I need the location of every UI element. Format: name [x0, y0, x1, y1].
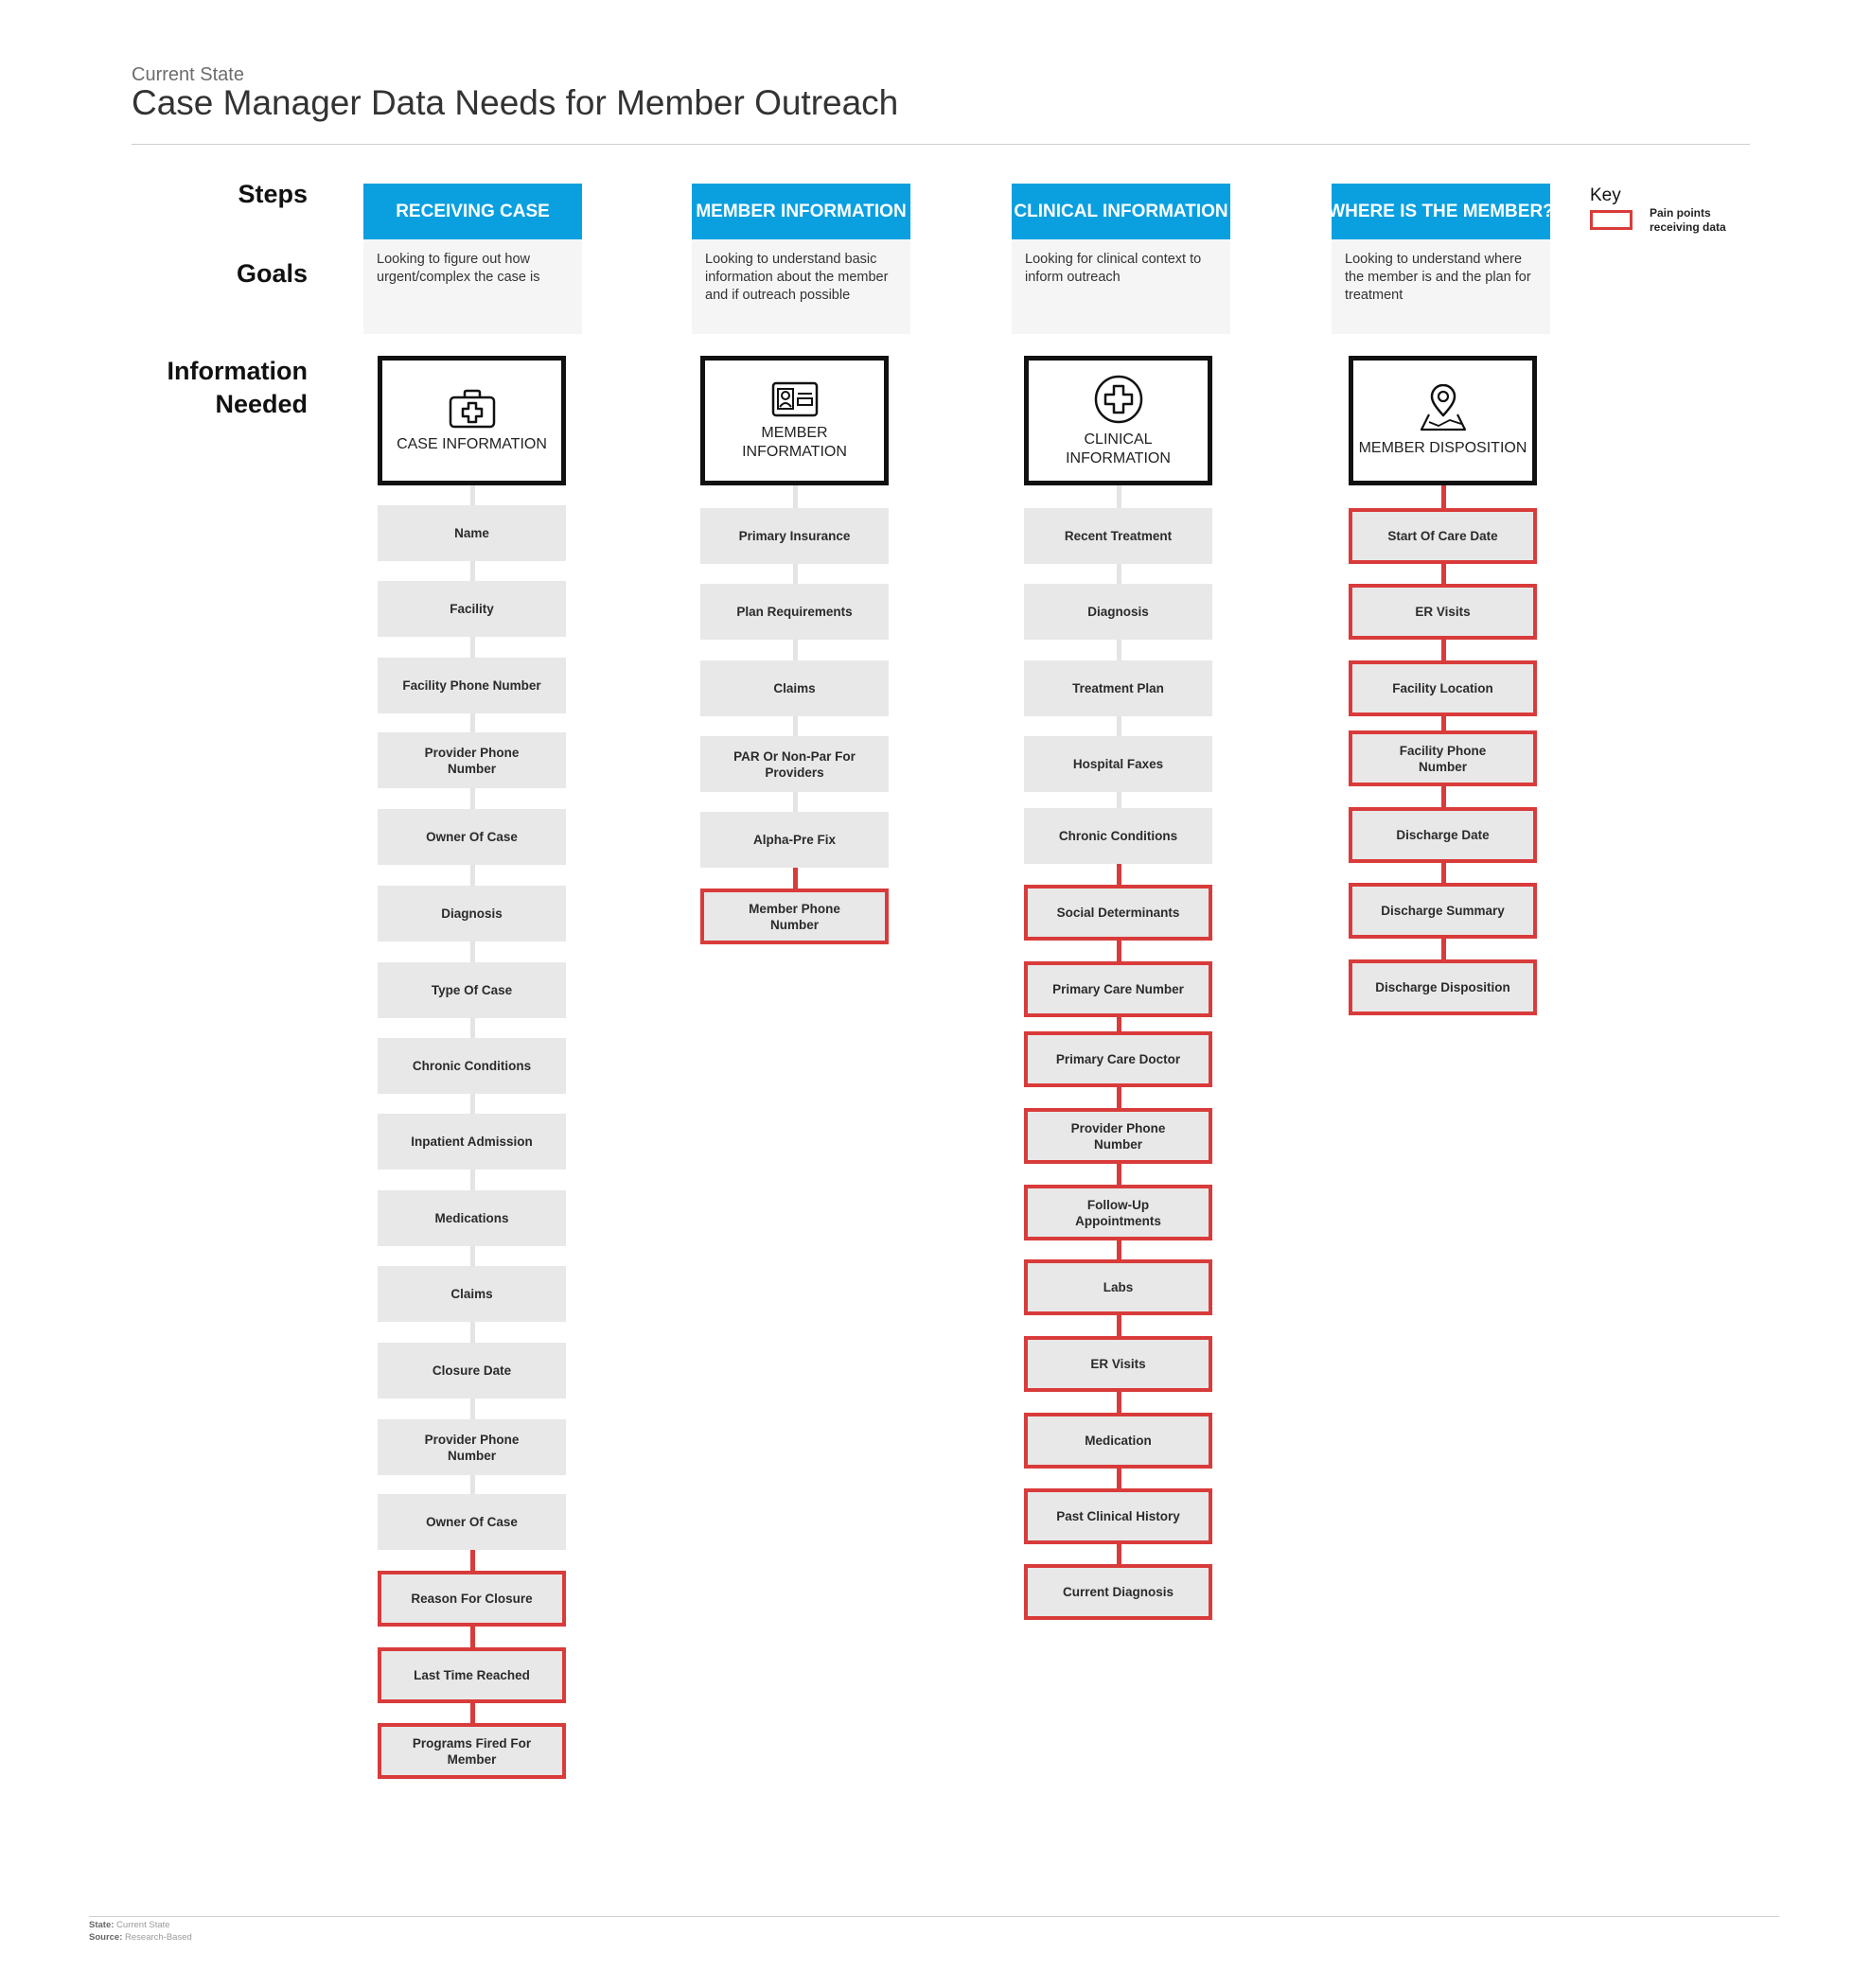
connector-line	[470, 1550, 475, 1571]
item-label: Inpatient Admission	[411, 1135, 533, 1149]
item-label: Provider Phone Number	[1070, 1120, 1166, 1152]
info-item	[378, 1266, 566, 1322]
item-label: Diagnosis	[441, 906, 503, 921]
item-label: Primary Insurance	[738, 529, 851, 543]
footer-state	[89, 1920, 170, 1930]
connector-line	[1117, 716, 1121, 736]
map-pin-icon	[1418, 384, 1469, 433]
item-label: Start Of Care Date	[1387, 529, 1498, 543]
goals-row-label: Goals	[236, 259, 308, 288]
info-item	[378, 1419, 566, 1475]
item-label: Discharge Disposition	[1375, 980, 1510, 994]
connector-line	[1117, 941, 1121, 961]
clinical-information-box	[1024, 356, 1212, 485]
info-item	[700, 736, 889, 792]
info-item	[700, 508, 889, 564]
info-item	[700, 660, 889, 716]
pain-point-item	[1349, 730, 1537, 786]
page-subtitle: Current State	[132, 64, 244, 85]
information-needed-label-line1: Information	[167, 357, 308, 385]
item-label: Closure Date	[432, 1363, 512, 1378]
item-label: Chronic Conditions	[412, 1059, 532, 1073]
connector-line	[470, 637, 475, 658]
medical-kit-icon	[448, 388, 497, 430]
item-label: Programs Fired For Member	[412, 1735, 532, 1767]
key-title: Key	[1590, 185, 1621, 205]
connector-line	[470, 788, 475, 809]
connector-line	[470, 1627, 475, 1647]
connector-line	[793, 640, 798, 660]
pain-point-item	[1349, 959, 1537, 1015]
connector-line	[1117, 1469, 1121, 1488]
connector-line	[793, 564, 798, 584]
item-label: Discharge Summary	[1381, 904, 1505, 918]
connector-line	[470, 713, 475, 732]
pain-point-item	[1349, 883, 1537, 939]
info-item	[378, 1343, 566, 1399]
connector-line	[470, 484, 475, 505]
connector-line	[1117, 564, 1121, 584]
info-item	[378, 658, 566, 713]
pain-point-item	[1024, 1031, 1212, 1087]
info-item	[1024, 736, 1212, 792]
case-information-label: CASE INFORMATION	[397, 435, 547, 452]
item-label: Current Diagnosis	[1062, 1585, 1174, 1599]
connector-line	[1441, 716, 1446, 730]
step-header-receiving-case: RECEIVING CASE	[363, 184, 582, 239]
connector-line	[793, 484, 798, 508]
information-needed-label-line2: Needed	[215, 390, 308, 418]
item-label: Claims	[773, 681, 816, 695]
connector-line	[1117, 1087, 1121, 1108]
info-item	[378, 1494, 566, 1550]
pain-point-item	[1349, 508, 1537, 564]
member-information-box	[700, 356, 889, 485]
goal-clinical-information: Looking for clinical context to inform outreach	[1012, 239, 1230, 334]
item-label: Facility Phone Number	[1399, 743, 1487, 774]
footer-divider	[89, 1916, 1779, 1917]
item-label: Owner Of Case	[426, 830, 518, 844]
goal-where-is-the-member: Looking to understand where the member is and the plan for treatment	[1332, 239, 1550, 334]
info-item	[1024, 808, 1212, 864]
info-item	[378, 732, 566, 788]
connector-line	[1117, 792, 1121, 808]
connector-line	[470, 1475, 475, 1494]
connector-line	[1441, 484, 1446, 508]
pain-point-item	[1024, 1185, 1212, 1240]
connector-line	[470, 1170, 475, 1190]
pain-point-item	[1349, 660, 1537, 716]
item-label: ER Visits	[1090, 1357, 1146, 1371]
pain-point-item	[1024, 961, 1212, 1017]
item-label: Plan Requirements	[736, 605, 853, 619]
item-label: Labs	[1103, 1280, 1134, 1294]
pain-point-item	[1024, 885, 1212, 941]
item-label: ER Visits	[1415, 605, 1471, 619]
item-label: Diagnosis	[1087, 605, 1149, 619]
connector-line	[793, 716, 798, 736]
item-label: Treatment Plan	[1072, 681, 1164, 695]
pain-point-item	[1024, 1108, 1212, 1164]
connector-line	[1441, 640, 1446, 660]
goal-member-information: Looking to understand basic information about the member and if outreach possible	[692, 239, 910, 334]
key-pain-point-text: Pain points receiving data	[1650, 206, 1726, 234]
item-label: Claims	[450, 1287, 493, 1301]
connector-line	[1117, 1240, 1121, 1259]
info-item	[378, 505, 566, 561]
connector-line	[470, 1094, 475, 1114]
step-header-member-information: MEMBER INFORMATION	[692, 184, 910, 239]
connector-line	[793, 868, 798, 888]
item-label: Primary Care Number	[1052, 982, 1184, 996]
item-label: Facility Phone Number	[402, 678, 541, 693]
info-item	[1024, 508, 1212, 564]
connector-line	[1441, 939, 1446, 959]
item-label: Provider Phone Number	[424, 745, 520, 776]
step-header-clinical-information: CLINICAL INFORMATION	[1012, 184, 1230, 239]
member-disposition-label: MEMBER DISPOSITION	[1358, 439, 1527, 456]
pain-point-item	[1349, 584, 1537, 640]
pain-point-item	[378, 1723, 566, 1779]
key-pain-point-swatch	[1590, 210, 1633, 230]
step-header-where-is-the-member: WHERE IS THE MEMBER?	[1332, 184, 1550, 239]
item-label: Social Determinants	[1056, 906, 1180, 920]
item-label: Owner Of Case	[426, 1515, 518, 1529]
pain-point-item	[1024, 1259, 1212, 1315]
item-label: Hospital Faxes	[1072, 757, 1164, 771]
item-label: Chronic Conditions	[1058, 829, 1178, 843]
item-label: Provider Phone Number	[424, 1432, 520, 1463]
footer-state-label: State:	[89, 1920, 115, 1930]
footer-source-value: Research-Based	[125, 1932, 192, 1943]
info-item	[378, 886, 566, 941]
steps-row-label: Steps	[238, 180, 308, 208]
pain-point-item	[1349, 807, 1537, 863]
item-label: Primary Care Doctor	[1055, 1052, 1181, 1066]
pain-point-item	[700, 888, 889, 944]
info-item	[378, 1038, 566, 1094]
item-label: Facility Location	[1392, 681, 1493, 695]
connector-line	[470, 1399, 475, 1419]
connector-line	[1117, 1164, 1121, 1185]
pain-point-item	[378, 1647, 566, 1703]
info-item	[700, 812, 889, 868]
connector-line	[1441, 564, 1446, 584]
clinical-information-label: CLINICAL INFORMATION	[1066, 431, 1171, 466]
item-label: Facility	[450, 602, 494, 616]
connector-line	[470, 1322, 475, 1343]
connector-line	[470, 941, 475, 962]
connector-line	[470, 561, 475, 581]
info-item	[378, 1190, 566, 1246]
info-item	[378, 809, 566, 865]
item-label: Member Phone Number	[749, 901, 840, 932]
pain-point-item	[1024, 1564, 1212, 1620]
pain-point-item	[1024, 1413, 1212, 1469]
info-item	[378, 962, 566, 1018]
pain-point-item	[1024, 1336, 1212, 1392]
item-label: Reason For Closure	[411, 1592, 533, 1606]
item-label: Medications	[434, 1211, 509, 1225]
connector-line	[1117, 484, 1121, 508]
id-card-icon	[770, 380, 820, 418]
info-item	[1024, 660, 1212, 716]
case-information-box	[378, 356, 566, 485]
connector-line	[470, 1018, 475, 1038]
page-title: Case Manager Data Needs for Member Outreach	[132, 83, 899, 122]
title-divider	[132, 144, 1750, 145]
connector-line	[1117, 1544, 1121, 1564]
connector-line	[470, 1246, 475, 1266]
goal-receiving-case: Looking to figure out how urgent/complex the case is	[363, 239, 582, 334]
connector-line	[793, 792, 798, 812]
item-label: Medication	[1085, 1434, 1152, 1448]
connector-line	[470, 1703, 475, 1723]
item-label: Name	[454, 526, 489, 540]
pain-point-item	[1024, 1488, 1212, 1544]
connector-line	[1441, 863, 1446, 883]
info-item	[1024, 584, 1212, 640]
item-label: Discharge Date	[1396, 828, 1490, 842]
pain-point-item	[378, 1571, 566, 1627]
item-label: Follow-Up Appointments	[1075, 1197, 1161, 1228]
footer-source-label: Source:	[89, 1932, 123, 1943]
item-label: Last Time Reached	[414, 1668, 530, 1682]
info-item	[378, 581, 566, 637]
connector-line	[1117, 1392, 1121, 1413]
item-label: Alpha-Pre Fix	[752, 833, 837, 847]
item-label: PAR Or Non-Par For Providers	[733, 748, 856, 780]
item-label: Past Clinical History	[1056, 1509, 1180, 1523]
medical-cross-icon	[1093, 374, 1144, 425]
info-item	[378, 1114, 566, 1170]
connector-line	[1117, 640, 1121, 660]
footer-source	[89, 1932, 192, 1943]
item-label: Type Of Case	[431, 983, 513, 997]
member-disposition-box	[1349, 356, 1537, 485]
item-label: Recent Treatment	[1064, 529, 1173, 543]
connector-line	[1117, 864, 1121, 885]
info-item	[700, 584, 889, 640]
connector-line	[1441, 786, 1446, 807]
connector-line	[1117, 1017, 1121, 1031]
member-information-label: MEMBER INFORMATION	[742, 424, 847, 460]
connector-line	[1117, 1315, 1121, 1336]
connector-line	[470, 865, 475, 886]
footer-state-value: Current State	[116, 1920, 170, 1930]
